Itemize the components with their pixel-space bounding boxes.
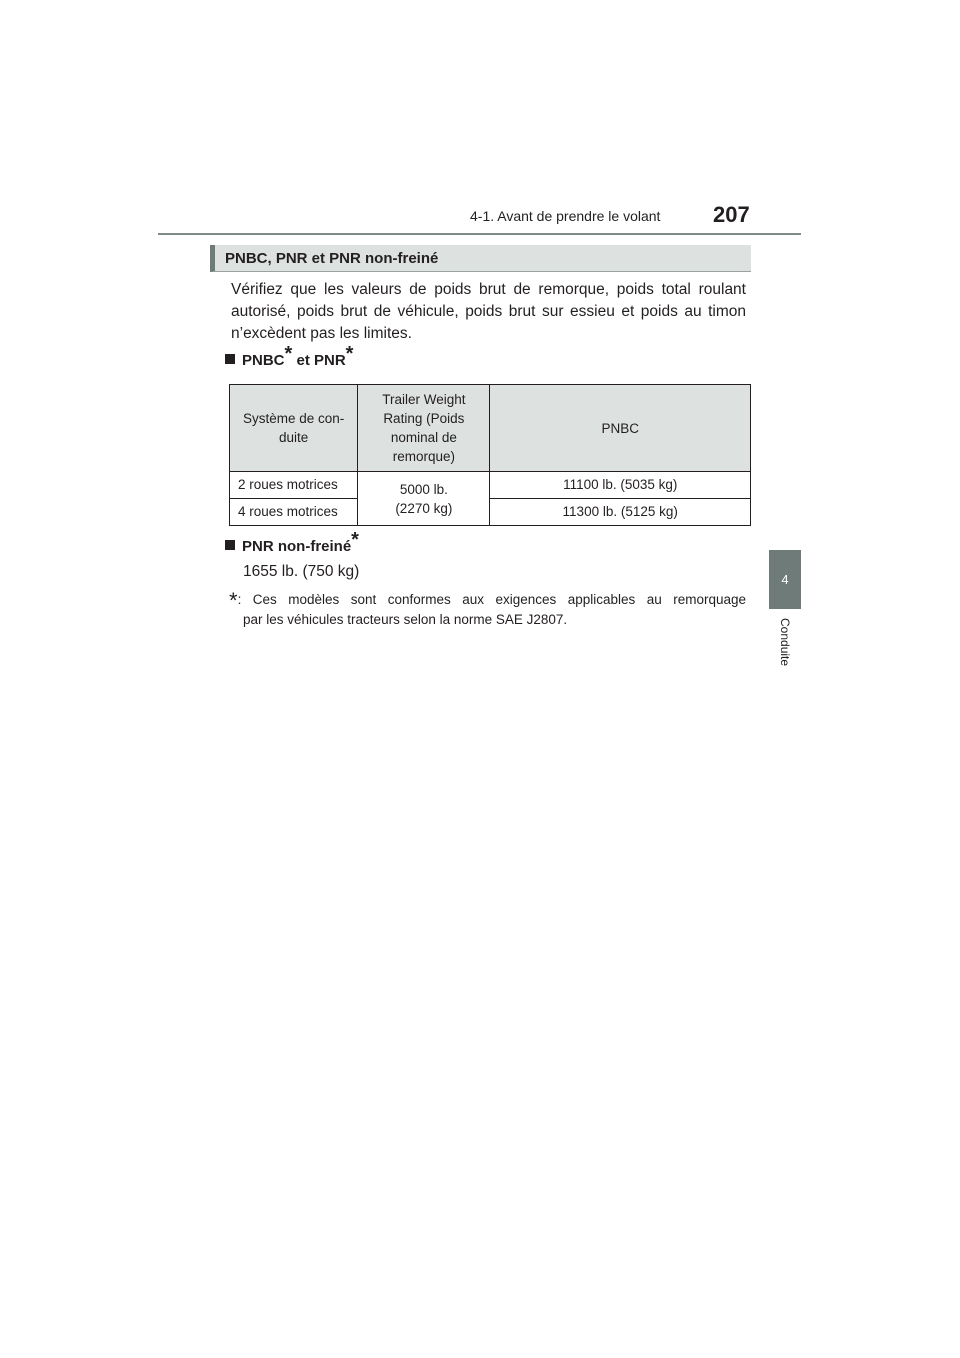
footnote-line-2: par les véhicules tracteurs selon la norme SAE J2807. (243, 612, 568, 627)
cell-drive: 4 roues motrices (230, 499, 358, 526)
section-title-bar (210, 245, 751, 272)
cell-drive: 2 roues motrices (230, 472, 358, 499)
subheading-pnr-unbraked (225, 529, 359, 555)
trailer-rating-lb: 5000 lb. (399, 482, 448, 497)
square-bullet-icon (225, 354, 235, 364)
subheading-pnr: et PNR (292, 352, 346, 369)
trailer-rating-kg: (2270 kg) (395, 501, 453, 516)
chapter-tab: 4 (769, 550, 801, 609)
subheading-pnbc-pnr (225, 343, 354, 369)
cell-pnbc: 11100 lb. (5035 kg) (490, 472, 751, 499)
asterisk-mark: * (345, 343, 354, 365)
footnote-line-1 (229, 588, 746, 613)
footnote-text-1: : Ces modèles sont conformes aux exigences applicables au remorquage (237, 592, 746, 607)
unbraked-trailer-value: 1655 lb. (750 kg) (243, 563, 360, 580)
footnote-asterisk: * (229, 588, 238, 613)
subheading-pnbc: PNBC (242, 352, 285, 369)
header-section-title: 4-1. Avant de prendre le volant (470, 208, 661, 224)
header-trailer-weight-rating: Trailer Weight Rating (Poids nominal de remorque) (358, 385, 490, 472)
header-drive-system: Système de con- duite (230, 385, 358, 472)
header-rule (158, 233, 801, 235)
intro-paragraph: Vérifiez que les valeurs de poids brut de remorque, poids total roulant autorisé, poids brut de véhicule, poids brut sur essieu et poids au timon n’excèdent pas les limites. (231, 281, 746, 342)
header-pnbc: PNBC (490, 385, 751, 472)
asterisk-mark: * (351, 529, 359, 551)
chapter-label-text: Conduite (778, 618, 792, 667)
chapter-label (776, 618, 796, 678)
page-number: 207 (713, 202, 750, 227)
footnote (229, 590, 746, 629)
cell-trailer-rating (358, 472, 490, 526)
table-header-row (230, 385, 751, 472)
square-bullet-icon (225, 540, 235, 550)
table-row (230, 472, 751, 499)
asterisk-mark: * (284, 343, 293, 365)
cell-pnbc: 11300 lb. (5125 kg) (490, 499, 751, 526)
subheading-pnr-non-freine: PNR non-freiné (242, 538, 352, 555)
section-title: PNBC, PNR et PNR non-freiné (225, 250, 439, 267)
weight-rating-table (229, 384, 751, 526)
table-row (230, 499, 751, 526)
